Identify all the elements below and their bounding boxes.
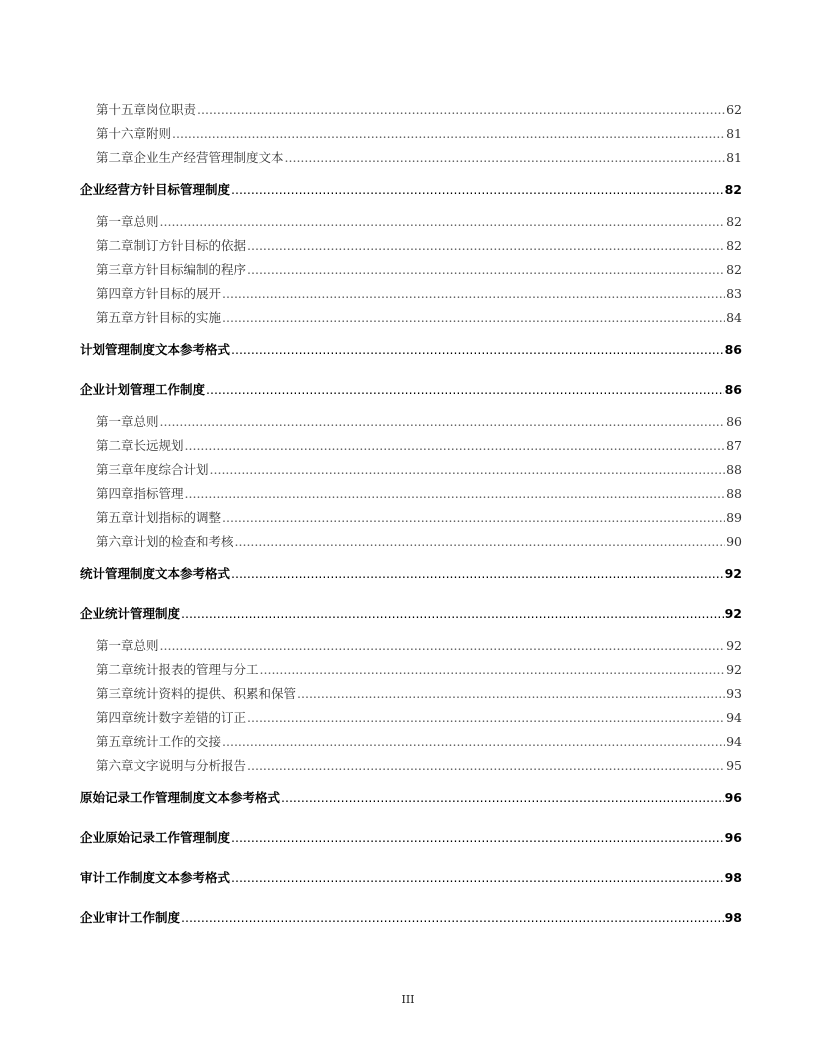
toc-entry-title: 方针目标的实施 [133,310,222,325]
toc-page-number: 81 [726,126,742,141]
toc-page-number: 96 [724,790,742,805]
dot-leader [260,661,726,679]
toc-entry-title: 岗位职责 [146,102,197,117]
toc-chapter-entry[interactable] [80,685,742,709]
toc-chapter-entry[interactable] [80,709,742,733]
toc-page-number: 90 [726,534,742,549]
toc-chapter-number: 第二章 [96,238,134,253]
dot-leader [222,509,725,527]
dot-leader [160,637,726,655]
toc-chapter-number: 第四章 [96,710,134,725]
page-number-footer: III [401,993,415,1006]
toc-page-number: 93 [726,686,742,701]
toc-page-number: 82 [724,182,742,197]
toc-chapter-number: 第一章 [96,214,134,229]
toc-chapter-entry[interactable] [80,437,742,461]
dot-leader [181,605,724,623]
dot-leader [285,149,726,167]
dot-leader [247,757,725,775]
dot-leader [160,413,726,431]
dot-leader [297,685,725,703]
toc-entry-title: 企业计划管理工作制度 [80,382,206,397]
toc-page-number: 98 [724,870,742,885]
toc-chapter-entry[interactable] [80,213,742,237]
toc-section-entry[interactable] [80,341,742,359]
toc-chapter-number: 第二章 [96,438,134,453]
toc-entry-title: 附则 [146,126,172,141]
toc-chapter-entry[interactable] [80,285,742,309]
toc-page-number: 83 [726,286,742,301]
toc-chapter-number: 第十五章 [96,102,147,117]
toc-entry-title: 年度综合计划 [133,462,209,477]
toc-chapter-number: 第五章 [96,510,134,525]
toc-section-entry[interactable] [80,381,742,399]
dot-leader [231,341,724,359]
dot-leader [185,485,726,503]
dot-leader [210,461,726,479]
toc-chapter-number: 第五章 [96,734,134,749]
toc-entry-title: 长远规划 [133,438,184,453]
dot-leader [231,829,724,847]
toc-chapter-entry[interactable] [80,637,742,661]
toc-chapter-entry[interactable] [80,661,742,685]
toc-entry-title: 原始记录工作管理制度文本参考格式 [80,790,281,805]
toc-entry-title: 计划的检查和考核 [133,534,234,549]
toc-chapter-entry[interactable] [80,413,742,437]
toc-page-number: 92 [726,638,742,653]
toc-chapter-number: 第六章 [96,758,134,773]
toc-entry-title: 统计管理制度文本参考格式 [80,566,231,581]
toc-chapter-number: 第二章 [96,150,134,165]
toc-entry-title: 企业审计工作制度 [80,910,181,925]
toc-entry-title: 统计报表的管理与分工 [133,662,259,677]
toc-chapter-entry[interactable] [80,509,742,533]
toc-section-entry[interactable] [80,869,742,887]
toc-chapter-entry[interactable] [80,485,742,509]
toc-page-number: 62 [726,102,742,117]
toc-entry-title: 总则 [133,638,159,653]
toc-chapter-entry[interactable] [80,101,742,125]
dot-leader [247,261,725,279]
toc-entry-title: 总则 [133,414,159,429]
toc-chapter-number: 第一章 [96,638,134,653]
toc-entry-title: 企业生产经营管理制度文本 [133,150,284,165]
toc-chapter-entry[interactable] [80,533,742,557]
toc-entry-title: 文字说明与分析报告 [133,758,247,773]
toc-page-number: 82 [726,214,742,229]
toc-entry-title: 企业统计管理制度 [80,606,181,621]
toc-page-number: 98 [724,910,742,925]
toc-chapter-entry[interactable] [80,733,742,757]
toc-page-number: 86 [726,414,742,429]
toc-section-entry[interactable] [80,909,742,927]
toc-entry-title: 统计资料的提供、积累和保管 [133,686,297,701]
toc-chapter-entry[interactable] [80,261,742,285]
toc-chapter-number: 第四章 [96,286,134,301]
toc-chapter-number: 第三章 [96,462,134,477]
dot-leader [222,285,725,303]
dot-leader [281,789,724,807]
toc-page-number: 89 [726,510,742,525]
toc-entry-title: 总则 [133,214,159,229]
dot-leader [235,533,726,551]
toc-page-number: 92 [724,566,742,581]
dot-leader [222,733,725,751]
toc-page-number: 82 [726,238,742,253]
toc-entry-title: 统计数字差错的订正 [133,710,247,725]
toc-chapter-number: 第六章 [96,534,134,549]
toc-entry-title: 计划管理制度文本参考格式 [80,342,231,357]
toc-page-number: 81 [726,150,742,165]
toc-chapter-entry[interactable] [80,237,742,261]
toc-page-number: 82 [726,262,742,277]
dot-leader [206,381,724,399]
toc-page-number: 86 [724,382,742,397]
toc-page-number: 96 [724,830,742,845]
toc-entry-title: 方针目标的展开 [133,286,222,301]
dot-leader [181,909,724,927]
toc-chapter-number: 第五章 [96,310,134,325]
toc-section-entry[interactable] [80,565,742,583]
toc-chapter-number: 第四章 [96,486,134,501]
dot-leader [197,101,725,119]
toc-entry-title: 企业经营方针目标管理制度 [80,182,231,197]
dot-leader [160,213,726,231]
toc-entry-title: 审计工作制度文本参考格式 [80,870,231,885]
toc-chapter-entry[interactable] [80,461,742,485]
dot-leader [231,565,724,583]
toc-entry-title: 方针目标编制的程序 [133,262,247,277]
toc-page-number: 95 [726,758,742,773]
dot-leader [231,869,724,887]
toc-entry-title: 企业原始记录工作管理制度 [80,830,231,845]
dot-leader [247,709,725,727]
toc-section-entry[interactable] [80,829,742,847]
toc-chapter-number: 第二章 [96,662,134,677]
dot-leader [172,125,725,143]
toc-section-entry[interactable] [80,789,742,807]
toc-entry-title: 制订方针目标的依据 [133,238,247,253]
toc-chapter-number: 第三章 [96,686,134,701]
toc-section-entry[interactable] [80,181,742,199]
toc-chapter-entry[interactable] [80,757,742,781]
toc-entry-title: 指标管理 [133,486,184,501]
toc-chapter-entry[interactable] [80,309,742,333]
toc-section-entry[interactable] [80,605,742,623]
toc-page-number: 94 [726,734,742,749]
toc-page-number: 88 [726,462,742,477]
toc-chapter-entry[interactable] [80,149,742,173]
dot-leader [247,237,725,255]
toc-page-number: 92 [726,662,742,677]
toc-chapter-number: 第三章 [96,262,134,277]
dot-leader [222,309,725,327]
dot-leader [185,437,726,455]
toc-page-number: 92 [724,606,742,621]
toc-page-number: 84 [726,310,742,325]
toc-page-number: 88 [726,486,742,501]
toc-entry-title: 计划指标的调整 [133,510,222,525]
toc-page-number: 87 [726,438,742,453]
toc-chapter-number: 第十六章 [96,126,147,141]
toc-page-number: 86 [724,342,742,357]
toc-entry-title: 统计工作的交接 [133,734,222,749]
toc-chapter-entry[interactable] [80,125,742,149]
toc-page-number: 94 [726,710,742,725]
dot-leader [231,181,724,199]
toc-chapter-number: 第一章 [96,414,134,429]
